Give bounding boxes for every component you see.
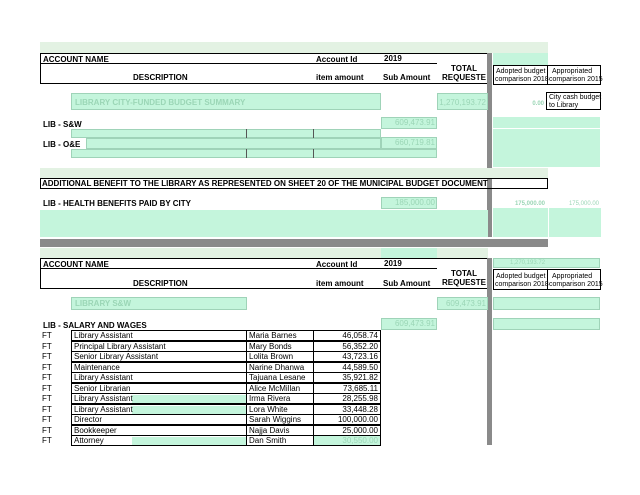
row-position-cell	[71, 372, 247, 383]
salary-right-fill	[493, 318, 600, 330]
row-position-cell	[71, 425, 247, 436]
row-position-cell	[71, 404, 247, 415]
account-id-header: Account Id	[316, 55, 358, 64]
row-name: Najja Davis	[249, 425, 290, 435]
row-type: FT	[42, 425, 52, 435]
row-name: Sarah Wiggins	[249, 415, 302, 424]
lib-oe-label: LIB - O&E	[43, 140, 81, 149]
section2-account-name-header: ACCOUNT NAME	[43, 260, 109, 269]
row-amount: 25,000.00	[342, 425, 378, 435]
row-position-cell	[71, 341, 247, 352]
row-name: Tajuana Lesane	[249, 373, 306, 382]
health-appropriated-fill	[549, 208, 601, 237]
row-name: Maria Barnes	[249, 331, 297, 340]
row-name-cell	[246, 393, 314, 404]
account-name-header: ACCOUNT NAME	[43, 55, 109, 64]
row-type: FT	[42, 352, 52, 361]
row-position: Library Assistant	[74, 373, 133, 382]
row-position-cell	[71, 330, 247, 341]
row-position-fill	[132, 395, 246, 403]
row-type: FT	[42, 436, 52, 445]
pre-additional-band	[40, 168, 548, 178]
section2-adopted-header-line1: Adopted budget	[496, 273, 546, 280]
row-amount: 30,550.00	[342, 436, 378, 445]
row-amount-cell	[313, 393, 381, 404]
sub-amount-header: Sub Amount	[383, 73, 431, 82]
section2-year-fill	[381, 248, 437, 258]
row-amount: 46,058.74	[342, 331, 378, 340]
row-position: Bookkeeper	[74, 425, 117, 435]
section2-total-header-line2: REQUESTE	[441, 278, 486, 287]
summary-adopted: 0.00	[532, 101, 544, 107]
total-header-line1: TOTAL	[451, 64, 477, 73]
adopted-header-line1: Adopted budget	[496, 68, 546, 75]
section2-sub-amount-header: Sub Amount	[383, 279, 431, 288]
adopted-header-line2: comparison 2018	[495, 76, 549, 83]
row-position-cell	[71, 362, 247, 373]
lib-oe-row-fill	[71, 149, 437, 158]
row-position: Library Assistant	[74, 404, 133, 414]
row-position-cell	[71, 383, 247, 394]
row-amount: 44,589.50	[342, 362, 378, 372]
table-row	[40, 362, 382, 373]
row-name: Dan Smith	[249, 436, 287, 445]
section2-top-total: 1,270,193.72	[510, 260, 546, 266]
row-position-cell	[71, 435, 247, 446]
row-position: Senior Library Assistant	[74, 352, 159, 361]
row-name: Alice McMillan	[249, 383, 301, 393]
year-header: 2019	[384, 54, 402, 63]
section2-description-header: DESCRIPTION	[133, 279, 188, 288]
table-row	[40, 372, 382, 383]
row-type: FT	[42, 415, 52, 424]
spacer-cell-divider-1	[246, 129, 247, 138]
table-row	[40, 330, 382, 341]
adopted-header-fill	[493, 53, 548, 65]
row-amount-cell	[313, 404, 381, 415]
spacer-cell-divider-2	[313, 129, 314, 138]
row-amount: 33,448.28	[342, 404, 378, 414]
table-row	[40, 383, 382, 394]
row-position: Director	[74, 415, 103, 424]
row-type: FT	[42, 341, 52, 351]
health-appropriated: 175,000.00	[568, 201, 599, 207]
row-amount-cell	[313, 351, 381, 362]
section2-item-amount-header: item amount	[316, 279, 364, 288]
library-sw-total: 609,473.91	[445, 299, 486, 308]
row-amount: 43,723.16	[342, 352, 378, 361]
lib-sw-spacer-row	[71, 129, 381, 138]
row-position: Library Assistant	[74, 331, 133, 340]
city-cash-line2: to Library	[549, 102, 579, 109]
row-position-fill	[132, 437, 246, 445]
row-amount: 73,685.11	[343, 383, 378, 393]
row-type: FT	[42, 331, 52, 340]
row-name: Irma Rivera	[249, 394, 291, 403]
section2-adopted-header-line2: comparison 2018	[495, 281, 549, 288]
row-name-cell	[246, 425, 314, 436]
description-header: DESCRIPTION	[133, 73, 188, 82]
row-position: Senior Librarian	[74, 383, 131, 393]
row-position: Library Assistant	[74, 394, 133, 403]
table-row	[40, 404, 382, 415]
health-adopted: 175,000.00	[514, 201, 545, 207]
row-type: FT	[42, 394, 52, 403]
salary-amount: 609,473.91	[394, 319, 435, 328]
lib-oe-amount: 660,719.81	[394, 138, 435, 147]
appropriated-header-line2: comparison 2015	[549, 76, 603, 83]
row-amount-cell	[313, 341, 381, 352]
section2-year-header: 2019	[384, 259, 402, 268]
row-name-cell	[246, 372, 314, 383]
total-header-line2: REQUESTE	[441, 73, 486, 82]
library-sw-label: LIBRARY S&W	[75, 299, 131, 308]
row-position: Principal Library Assistant	[74, 341, 166, 351]
row-amount-cell	[313, 362, 381, 373]
row-name: Narine Dhanwa	[249, 362, 305, 372]
row-name-cell	[246, 341, 314, 352]
top-band	[40, 42, 548, 53]
row-amount: 28,255.98	[342, 394, 378, 403]
oe-cell-divider-1	[246, 149, 247, 158]
row-name-cell	[246, 351, 314, 362]
row-amount: 56,352.20	[342, 341, 378, 351]
row-amount: 100,000.00	[337, 415, 378, 424]
section2-column-separator-bar	[487, 258, 492, 445]
lib-sw-right-fill-2	[493, 129, 600, 139]
row-amount-cell	[313, 372, 381, 383]
row-amount-cell	[313, 414, 381, 425]
row-name-cell	[246, 330, 314, 341]
additional-title: ADDITIONAL BENEFIT TO THE LIBRARY AS REPRESENTED ON SHEET 20 OF THE MUNICIPAL BUDGET DOCUMENT	[42, 179, 488, 188]
table-row	[40, 435, 382, 446]
row-name-cell	[246, 435, 314, 446]
row-position-cell	[71, 393, 247, 404]
lib-sw-amount: 609,473.91	[394, 118, 435, 127]
row-position-cell	[71, 414, 247, 425]
city-cash-line1: City cash budget	[549, 94, 602, 101]
row-amount: 35,921.82	[342, 373, 378, 382]
section2-appropriated-header-line2: comparison 2015	[549, 281, 603, 288]
row-type: FT	[42, 383, 52, 393]
table-row	[40, 351, 382, 362]
row-name: Lora White	[249, 404, 288, 414]
summary-total: 1,270,193.72	[439, 98, 486, 107]
staff-table	[40, 330, 382, 447]
row-type: FT	[42, 373, 52, 382]
row-position-cell	[71, 351, 247, 362]
table-row	[40, 341, 382, 352]
lib-sw-right-fill	[493, 117, 600, 128]
row-amount-cell	[313, 425, 381, 436]
row-amount-cell	[313, 330, 381, 341]
row-name: Mary Bonds	[249, 341, 292, 351]
lib-sw-label: LIB - S&W	[43, 120, 82, 129]
health-amount: 185,000.00	[394, 198, 435, 207]
summary-label: LIBRARY CITY-FUNDED BUDGET SUMMARY	[75, 98, 246, 107]
lib-oe-desc-fill	[86, 138, 381, 149]
table-row	[40, 414, 382, 425]
section-divider-bar	[40, 239, 548, 247]
oe-cell-divider-2	[313, 149, 314, 158]
row-amount-cell	[313, 435, 381, 446]
row-position: Maintenance	[74, 362, 120, 372]
row-name: Lolita Brown	[249, 352, 294, 361]
row-name-cell	[246, 362, 314, 373]
row-name-cell	[246, 414, 314, 425]
health-adopted-fill	[493, 208, 548, 237]
row-name-cell	[246, 404, 314, 415]
section2-total-header-line1: TOTAL	[451, 269, 477, 278]
row-type: FT	[42, 404, 52, 414]
table-row	[40, 393, 382, 404]
row-amount-cell	[313, 383, 381, 394]
salary-wages-label: LIB - SALARY AND WAGES	[43, 321, 147, 330]
row-type: FT	[42, 362, 52, 372]
health-benefits-label: LIB - HEALTH BENEFITS PAID BY CITY	[43, 199, 192, 208]
row-name-cell	[246, 383, 314, 394]
appropriated-header-line1: Appropriated	[552, 68, 593, 75]
section2-appropriated-header-line1: Appropriated	[552, 273, 593, 280]
item-amount-header: item amount	[316, 73, 364, 82]
row-position-fill	[132, 406, 246, 414]
health-row-fill	[40, 210, 488, 237]
library-sw-right-fill	[493, 297, 600, 310]
table-row	[40, 425, 382, 436]
row-position: Attorney	[74, 436, 104, 445]
section2-account-id-header: Account Id	[316, 260, 358, 269]
lib-oe-right-fill	[493, 139, 600, 167]
